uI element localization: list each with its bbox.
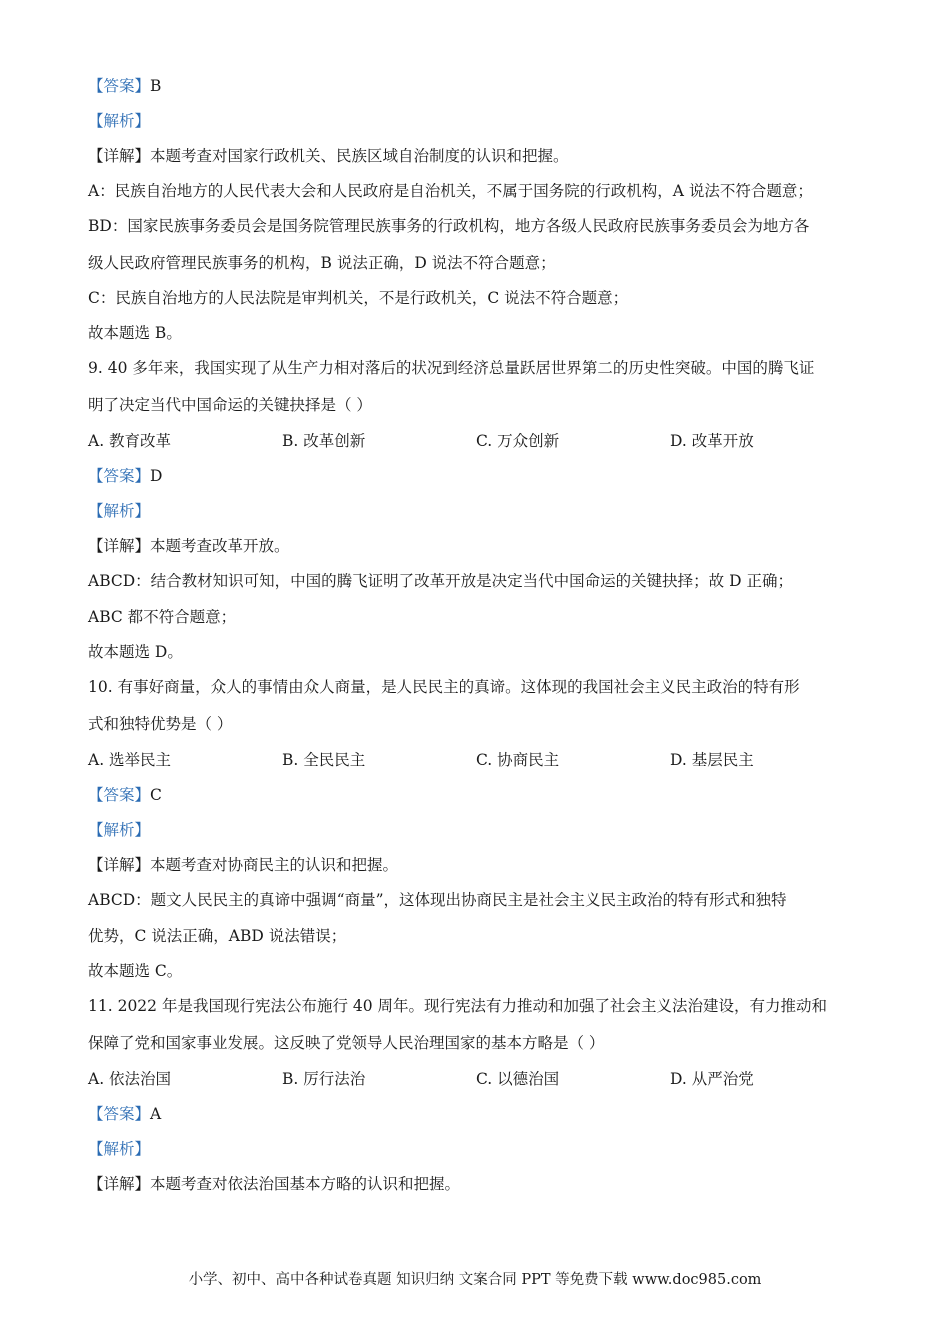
q8-detail: 【详解】本题考查对国家行政机关、民族区域自治制度的认识和把握。 bbox=[88, 147, 569, 165]
q11-stem-2: 保障了党和国家事业发展。这反映了党领导人民治理国家的基本方略是（ ） bbox=[88, 1034, 605, 1052]
q11-option-d: D. 从严治党 bbox=[670, 1070, 754, 1088]
q9-option-b: B. 改革创新 bbox=[282, 432, 366, 450]
q8-option-bd-explanation-2: 级人民政府管理民族事务的机构，B 说法正确，D 说法不符合题意； bbox=[88, 254, 556, 272]
answer-value: B bbox=[150, 77, 162, 95]
answer-value: D bbox=[150, 467, 163, 485]
answer-value: C bbox=[150, 786, 162, 804]
q11-answer bbox=[88, 1104, 161, 1124]
q9-option-c: C. 万众创新 bbox=[476, 432, 560, 450]
q10-option-c: C. 协商民主 bbox=[476, 751, 560, 769]
q11-option-c: C. 以德治国 bbox=[476, 1070, 560, 1088]
q9-stem-2: 明了决定当代中国命运的关键抉择是（ ） bbox=[88, 396, 372, 414]
q8-option-a-explanation: A：民族自治地方的人民代表大会和人民政府是自治机关，不属于国务院的行政机构，A 说法不符合题意； bbox=[88, 182, 813, 200]
q8-option-c-explanation: C：民族自治地方的人民法院是审判机关，不是行政机关，C 说法不符合题意； bbox=[88, 289, 629, 307]
q8-answer bbox=[88, 76, 161, 96]
answer-tag: 【答案】 bbox=[88, 77, 151, 95]
q11-stem-1: 11. 2022 年是我国现行宪法公布施行 40 周年。现行宪法有力推动和加强了社会主义法治建设，有力推动和 bbox=[88, 997, 828, 1015]
q8-conclusion: 故本题选 B。 bbox=[88, 324, 182, 342]
q10-option-b: B. 全民民主 bbox=[282, 751, 366, 769]
answer-value: A bbox=[150, 1105, 162, 1123]
q10-stem-2: 式和独特优势是（ ） bbox=[88, 715, 233, 733]
q9-answer bbox=[88, 466, 162, 486]
q10-detail: 【详解】本题考查对协商民主的认识和把握。 bbox=[88, 856, 399, 874]
answer-tag: 【答案】 bbox=[88, 467, 151, 485]
q10-abcd-explanation-2: 优势，C 说法正确，ABD 说法错误； bbox=[88, 927, 347, 945]
q9-abc-explanation: ABC 都不符合题意； bbox=[88, 608, 237, 626]
q10-answer bbox=[88, 785, 162, 805]
q8-option-bd-explanation-1: BD：国家民族事务委员会是国务院管理民族事务的行政机构，地方各级人民政府民族事务委员会为地方各 bbox=[88, 217, 810, 235]
q11-detail: 【详解】本题考查对依法治国基本方略的认识和把握。 bbox=[88, 1175, 461, 1193]
answer-tag: 【答案】 bbox=[88, 1105, 151, 1123]
q10-abcd-explanation-1: ABCD：题文人民民主的真谛中强调“商量”，这体现出协商民主是社会主义民主政治的特有形式和独特 bbox=[88, 891, 787, 909]
q8-analysis-tag: 【解析】 bbox=[88, 112, 151, 130]
q9-conclusion: 故本题选 D。 bbox=[88, 643, 183, 661]
q11-option-b: B. 厉行法治 bbox=[282, 1070, 366, 1088]
q9-abcd-explanation: ABCD：结合教材知识可知，中国的腾飞证明了改革开放是决定当代中国命运的关键抉择；故 D 正确； bbox=[88, 572, 793, 590]
q10-option-d: D. 基层民主 bbox=[670, 751, 754, 769]
q9-detail: 【详解】本题考查改革开放。 bbox=[88, 537, 290, 555]
q10-analysis-tag: 【解析】 bbox=[88, 821, 151, 839]
answer-tag: 【答案】 bbox=[88, 786, 151, 804]
q9-option-a: A. 教育改革 bbox=[88, 432, 172, 450]
page-footer: 小学、初中、高中各种试卷真题 知识归纳 文案合同 PPT 等免费下载 www.doc985.com bbox=[188, 1272, 762, 1288]
q9-analysis-tag: 【解析】 bbox=[88, 502, 151, 520]
q11-analysis-tag: 【解析】 bbox=[88, 1140, 151, 1158]
q9-option-d: D. 改革开放 bbox=[670, 432, 754, 450]
q11-option-a: A. 依法治国 bbox=[88, 1070, 172, 1088]
q9-stem-1: 9. 40 多年来，我国实现了从生产力相对落后的状况到经济总量跃居世界第二的历史性突破。中国的腾飞证 bbox=[88, 359, 815, 377]
q10-conclusion: 故本题选 C。 bbox=[88, 962, 183, 980]
q10-option-a: A. 选举民主 bbox=[88, 751, 172, 769]
q10-stem-1: 10. 有事好商量，众人的事情由众人商量，是人民民主的真谛。这体现的我国社会主义民主政治的特有形 bbox=[88, 678, 800, 696]
